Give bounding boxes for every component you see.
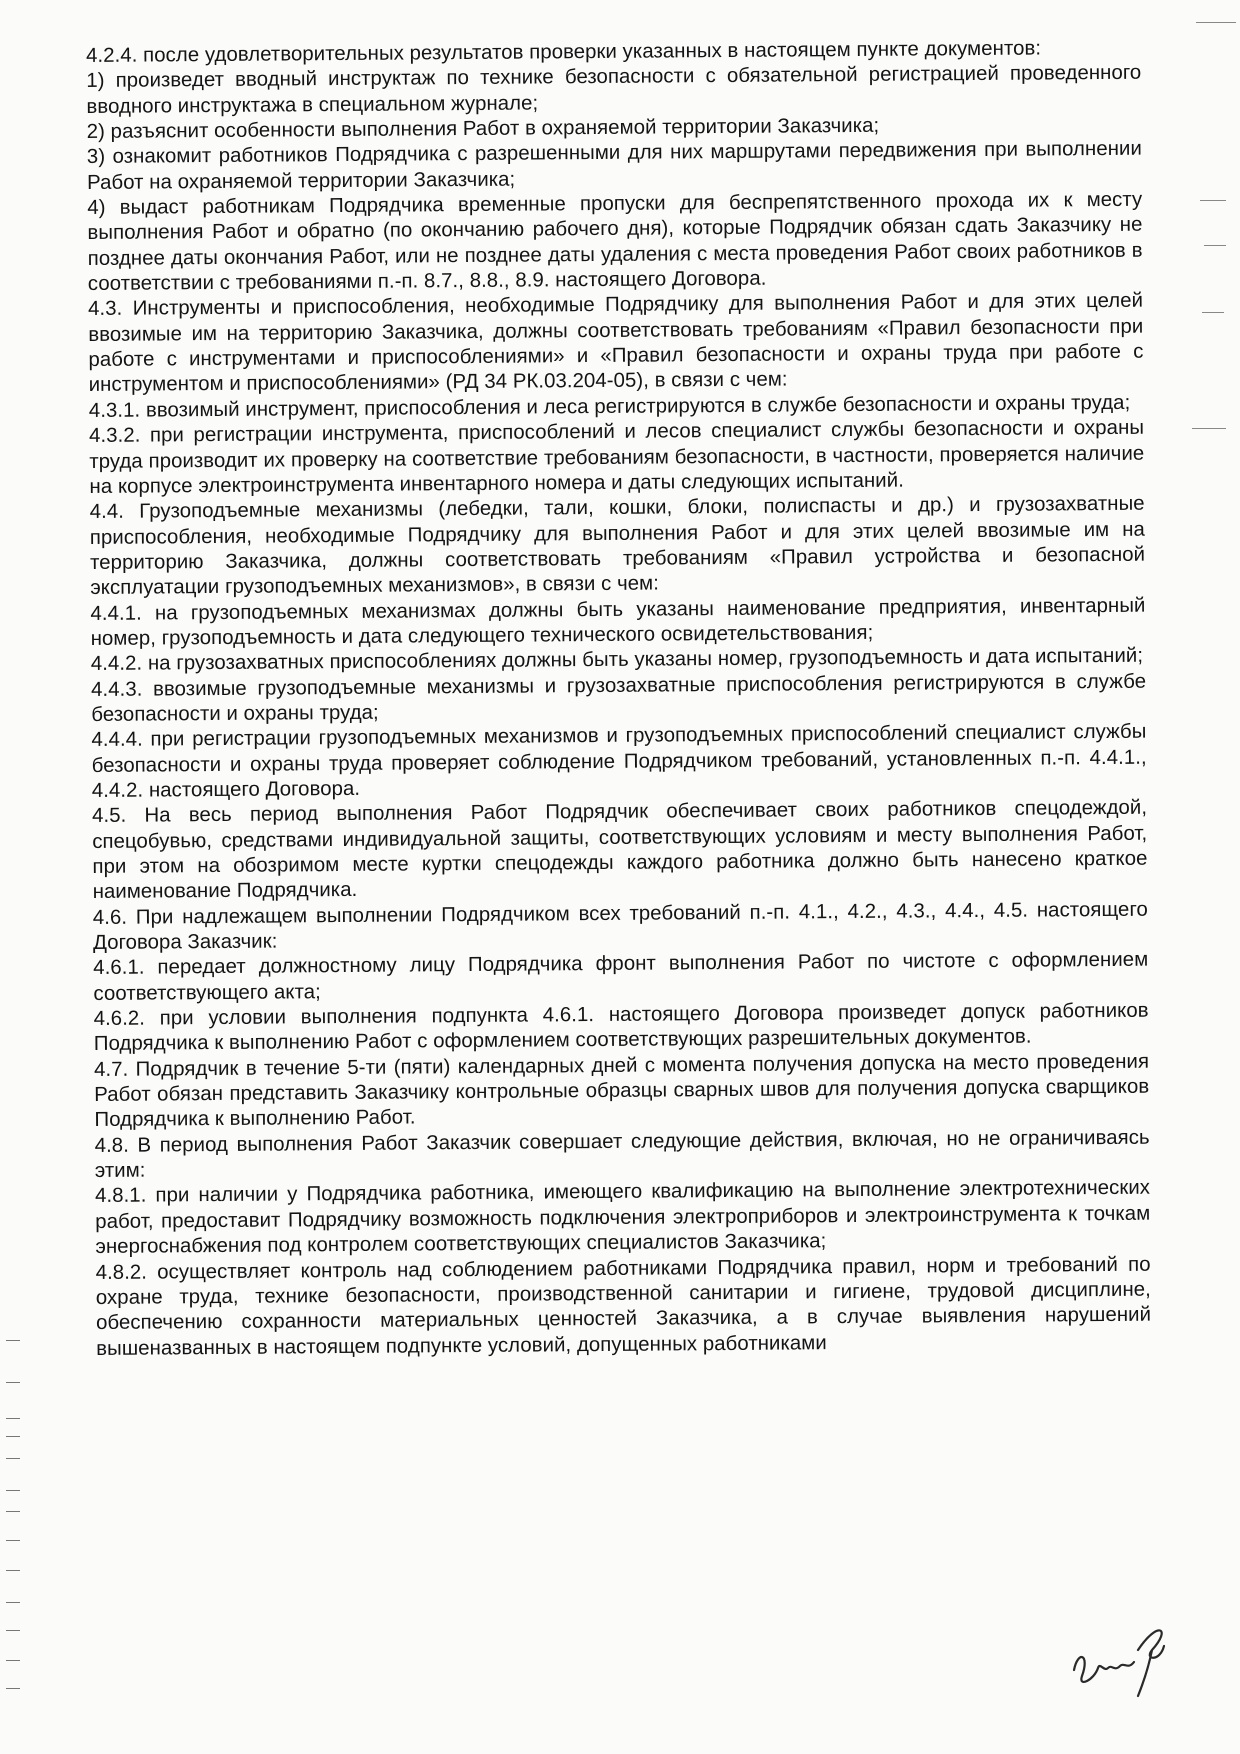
paragraph-4-4-4: 4.4.4. при регистрации грузоподъемных механизмов и грузоподъемных приспособлений специалист службы безопасности и охраны труда проверяет соблюдение Подрядчиком требований, установленных п.-п. 4.4.1., 4.4.2. настоящего Договора.: [91, 720, 1147, 802]
paragraph-item-4: 4) выдаст работникам Подрядчика временные пропуски для беспрепятственного прохода их к месту выполнения Работ и обратно (по окончанию рабочего дня), которые Подрядчик обязан сдать Заказчику не позднее даты окончания Работ, или не позднее даты удаления с места проведения Работ своих работников в соответствии с требованиями п.-п. 8.7., 8.8., 8.9. настоящего Договора.: [87, 188, 1143, 296]
paragraph-4-3: 4.3. Инструменты и приспособления, необходимые Подрядчику для выполнения Работ и для этих целей ввозимые им на территорию Заказчика, должны соответствовать требованиям «Правил безопасности при работе с инструментами и приспособлениями» и «Правил безопасности и охраны труда при работе с инструментом и приспособлениями» (РД 34 РК.03.204-05), в связи с чем:: [87, 290, 1144, 397]
contract-text: [86, 36, 1151, 1362]
paragraph-4-4-3: 4.4.3. ввозимые грузоподъемные механизмы и грузозахватные приспособления регистрируются в службе безопасности и охраны труда;: [90, 670, 1147, 726]
paragraph-4-3-2: 4.3.2. при регистрации инструмента, приспособлений и лесов специалист службы безопасности и охраны труда производит их проверку на соответствие требованиям безопасности, в частности, проверяется наличие на корпусе электроинструмента инвентарного номера и даты следующих испытаний.: [88, 416, 1145, 498]
edge-marks: [1180, 0, 1240, 520]
paragraph-4-6-2: 4.6.2. при условии выполнения подпункта 4.6.1. настоящего Договора произведет допуск работников Подрядчика к выполнению Работ с оформлением соответствующих разрешительных документов.: [93, 999, 1149, 1056]
paragraph-4-8-1: 4.8.1. при наличии у Подрядчика работника, имеющего квалификацию на выполнение электротехнических работ, предоставит Подрядчику возможность подключения электроприборов и электроинструмента к точкам энергоснабжения под контролем соответствующих специалистов Заказчика;: [94, 1177, 1151, 1259]
paragraph-4-3-1: 4.3.1. ввозимый инструмент, приспособления и леса регистрируются в службе безопасности и охраны труда;: [88, 391, 1131, 422]
paragraph-4-6: 4.6. При надлежащем выполнении Подрядчиком всех требований п.-п. 4.1., 4.2., 4.3., 4.4., 4.5. настоящего Договора Заказчик:: [92, 898, 1148, 955]
paragraph-item-3: 3) ознакомит работников Подрядчика с разрешенными для них маршрутами передвижения при выполнении Работ на охраняемой территории Заказчика;: [86, 138, 1142, 194]
paragraph-item-1: 1) произведет вводный инструктаж по технике безопасности с обязательной регистрацией проведенного вводного инструктажа в специальном журнале;: [86, 62, 1142, 118]
signature-initials: [1068, 1610, 1178, 1700]
paragraph-item-2: 2) разъяснит особенности выполнения Работ в охраняемой территории Заказчика;: [86, 114, 880, 144]
binding-marks: [0, 1340, 26, 1740]
paragraph-4-4: 4.4. Грузоподъемные механизмы (лебедки, тали, кошки, блоки, полиспасты и др.) и грузозахватные приспособления, необходимые Подрядчику для выполнения Работ и для этих целей ввозимые им на территорию Заказчика, должны соответствовать требованиям «Правил устройства и безопасной эксплуатации грузоподъемных механизмов», в связи с чем:: [89, 492, 1146, 600]
paragraph-4-4-2: 4.4.2. на грузозахватных приспособлениях должны быть указаны номер, грузоподъемность и дата испытаний;: [90, 644, 1144, 676]
paragraph-4-8: 4.8. В период выполнения Работ Заказчик совершает следующие действия, включая, но не ограничиваясь этим:: [94, 1126, 1150, 1183]
paragraph-4-5: 4.5. На весь период выполнения Работ Подрядчик обеспечивает своих работников спецодеждой, спецобувью, средствами индивидуальной защиты, соответствующих условиям и месту выполнения Работ, при этом на обозримом месте куртки спецодежды каждого работника должно быть нанесено краткое наименование Подрядчика.: [91, 797, 1148, 904]
paragraph-4-7: 4.7. Подрядчик в течение 5-ти (пяти) календарных дней с момента получения допуска на место проведения Работ обязан представить Заказчику контрольные образцы сварных швов для получения допуска сварщиков Подрядчика к выполнению Работ.: [93, 1050, 1150, 1132]
paragraph-4-8-2: 4.8.2. осуществляет контроль над соблюдением работниками Подрядчика правил, норм и требований по охране труда, технике безопасности, производственной санитарии и гигиене, трудовой дисциплине, обеспечению сохранности материальных ценностей Заказчика, а в случае выявления нарушений вышеназванных в настоящем подпункте условий, допущенных работниками: [95, 1253, 1152, 1360]
paragraph-4-6-1: 4.6.1. передает должностному лицу Подрядчика фронт выполнения Работ по чистоте с оформлением соответствующего акта;: [93, 949, 1149, 1005]
paragraph-4-4-1: 4.4.1. на грузоподъемных механизмах должны быть указаны наименование предприятия, инвентарный номер, грузоподъемность и дата следующего технического освидетельствования;: [90, 594, 1146, 650]
paragraph-4-2-4: 4.2.4. после удовлетворительных результатов проверки указанных в настоящем пункте документов:: [86, 37, 1042, 67]
